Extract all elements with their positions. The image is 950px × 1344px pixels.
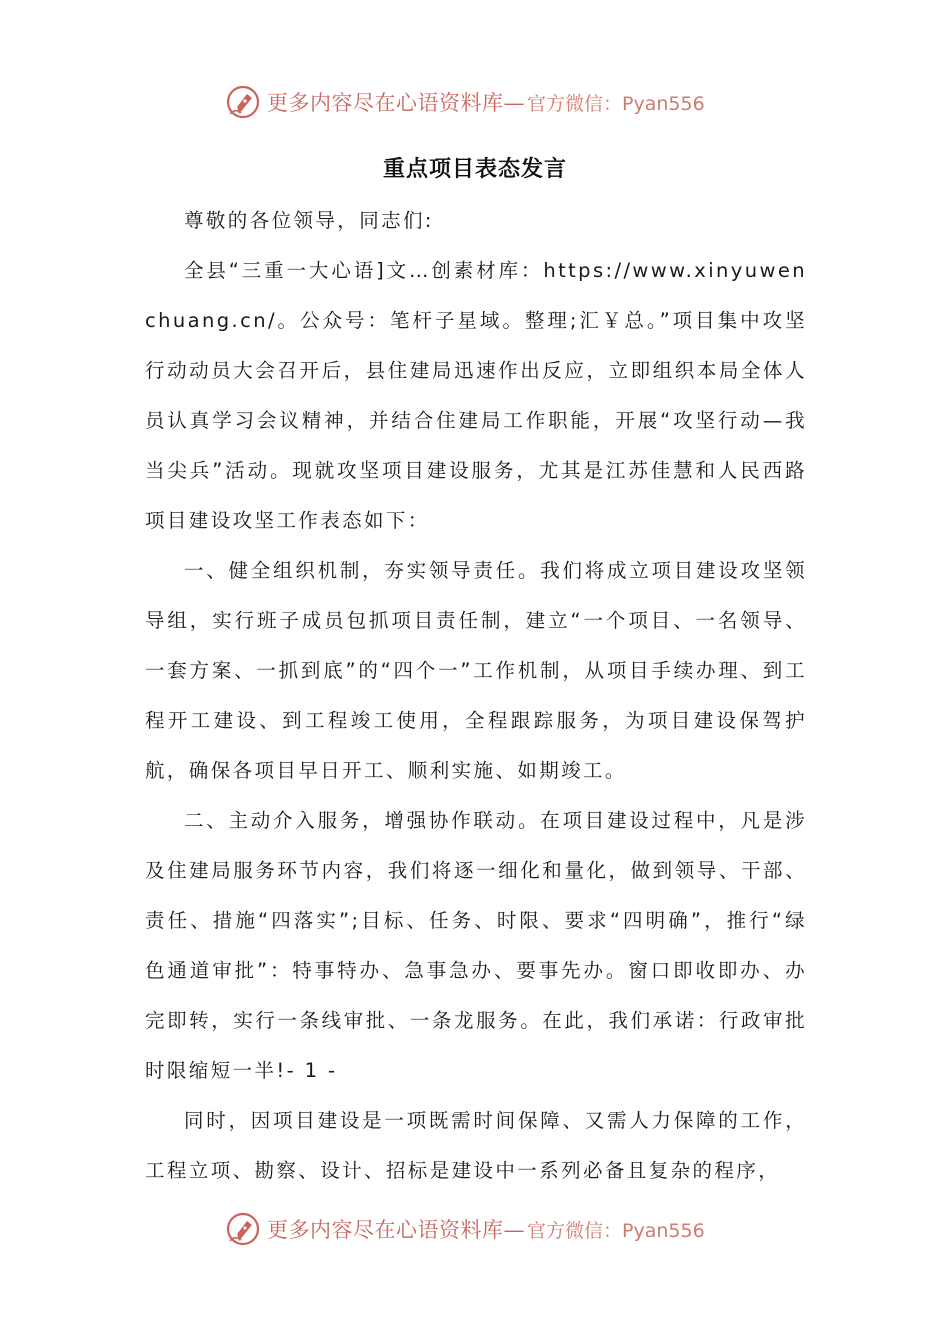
intro-paragraph: 全县“三重一大心语]文…创素材库：https://www.xinyuwenchuang.cn/。公众号：笔杆子星域。整理;汇￥总。”项目集中攻坚行动动员大会召开后，县住建局迅速作出反应，立即组织本局全体人员认真学习会议精神，并结合住建局工作职能，开展“攻坚行动—我当尖兵”活动。现就攻坚项目建设服务，尤其是江苏佳慧和人民西路项目建设攻坚工作表态如下： [145, 259, 807, 532]
section-one-paragraph: 一、健全组织机制，夯实领导责任。我们将成立项目建设攻坚领导组，实行班子成员包抓项目责任制，建立“一个项目、一名领导、一套方案、一抓到底”的“四个一”工作机制，从项目手续办理、到工程开工建设、到工程竣工使用，全程跟踪服务，为项目建设保驾护航，确保各项目早日开工、顺利实施、如期竣工。 [145, 559, 807, 782]
document-body [145, 196, 807, 1196]
watermark-wechat-text: 官方微信：Pyan556 [527, 1219, 705, 1242]
watermark-brand-text: 更多内容尽在心语资料库— [267, 91, 525, 115]
watermark-wechat-text: 官方微信：Pyan556 [527, 92, 705, 115]
footer-watermark-banner [225, 1209, 705, 1249]
document-title: 重点项目表态发言 [382, 156, 567, 182]
pen-nib-logo-icon [225, 84, 261, 120]
salutation-paragraph: 尊敬的各位领导，同志们: [184, 209, 434, 232]
pen-nib-logo-icon [225, 1211, 261, 1247]
section-two-paragraph: 二、主动介入服务，增强协作联动。在项目建设过程中，凡是涉及住建局服务环节内容，我们将逐一细化和量化，做到领导、干部、责任、措施“四落实”;目标、任务、时限、要求“四明确”，推行“绿色通道审批”：特事特办、急事急办、要事先办。窗口即收即办、办完即转，实行一条线审批、一条龙服务。在此，我们承诺：行政审批时限缩短一半!- 1 - [145, 809, 807, 1082]
watermark-brand-text: 更多内容尽在心语资料库— [267, 1218, 525, 1242]
header-watermark-banner [225, 82, 705, 122]
continuation-paragraph: 同时，因项目建设是一项既需时间保障、又需人力保障的工作，工程立项、勘察、设计、招标是建设中一系列必备且复杂的程序， [145, 1109, 807, 1182]
